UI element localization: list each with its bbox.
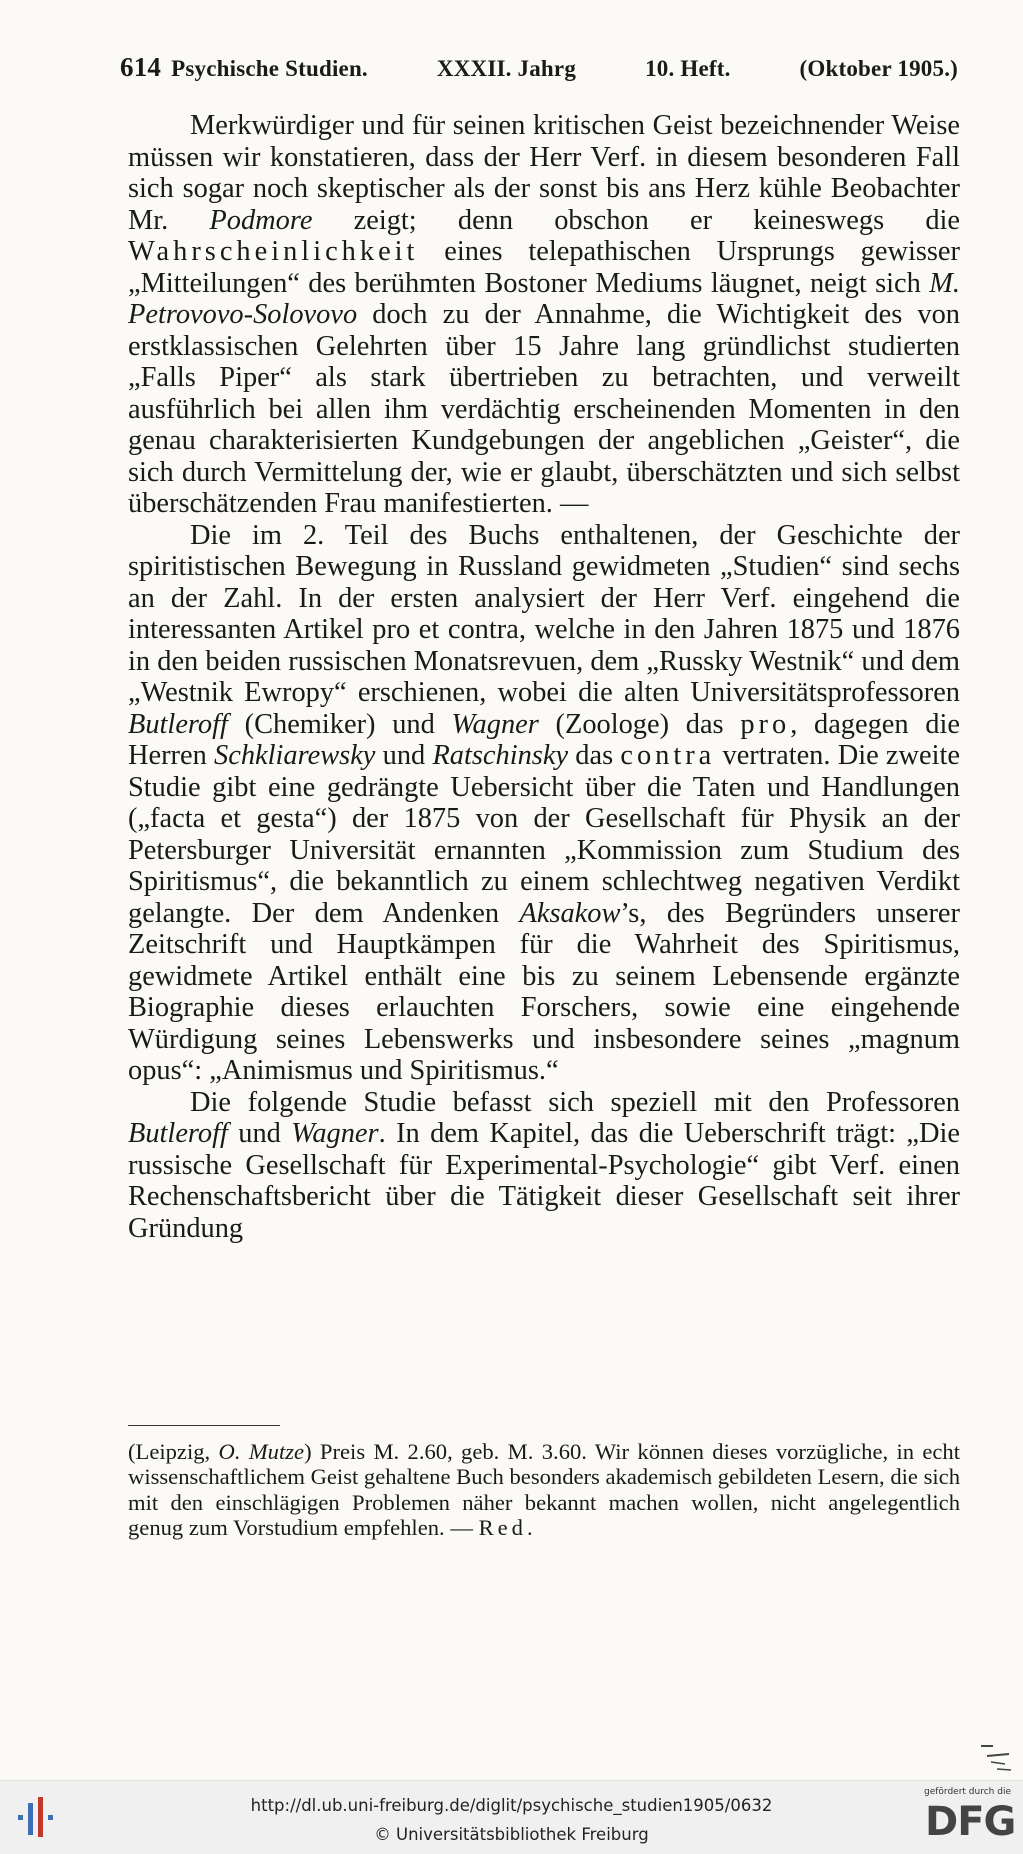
journal-title: Psychische Studien.	[171, 56, 368, 81]
italic-name: Butleroff	[128, 708, 228, 740]
text-run: (Zoologe) das	[538, 708, 741, 740]
page-number: 614	[120, 52, 162, 82]
text-run: Die folgende Studie befasst sich speziell mit den Professoren	[190, 1086, 960, 1118]
spaced-emphasis: contra	[620, 740, 716, 771]
text-run: . In dem Kapitel, das die Ueberschrift trägt: „Die russische Gesellschaft für Experimental-Psychologie“ gibt Verf. einen Rechenschaftsbericht über die Tätigkeit dieser Gesellschaft seit ihrer Gründung	[128, 1118, 960, 1244]
spaced-emphasis: pro	[740, 708, 791, 740]
running-header	[120, 52, 958, 83]
spaced-emphasis: Red.	[478, 1515, 537, 1541]
text-run: und	[227, 1118, 292, 1149]
journal-volume: XXXII. Jahrg	[436, 56, 577, 81]
text-run: und	[375, 740, 433, 771]
dfg-logo-icon	[925, 1799, 1016, 1847]
footnote-text	[128, 1439, 960, 1541]
paragraph-1	[128, 110, 960, 520]
italic-name: Ratschinsky	[432, 740, 569, 771]
permalink-url[interactable]: http://dl.ub.uni-freiburg.de/diglit/psychische_studien1905/0632	[250, 1796, 773, 1815]
italic-name: Aksakow	[519, 897, 621, 929]
paragraph-2	[128, 520, 960, 1087]
main-text	[128, 110, 960, 1244]
text-run: vertraten. Die zweite Studie gibt eine gedrängte Uebersicht über die Taten und Handlungen („facta et gesta“) der 1875 von der Gesellschaft für Physik an der Petersburger Universität ernannten „Kommission zum Studium des Spiritismus“, die bekanntlich zu einem schlechtweg negativen Verdikt gelangte. Der dem Andenken	[128, 740, 960, 929]
italic-name: Wagner	[291, 1118, 379, 1149]
sponsor-note: gefördert durch die	[924, 1787, 1011, 1797]
dfg-logo-text: DFG	[925, 1799, 1016, 1845]
text-run: Die im 2. Teil des Buchs enthaltenen, der Geschichte der spiritistischen Bewegung in Russland gewidmeten „Studien“ sind sechs an der Zahl. In der ersten analysiert der Herr Verf. eingehend die interessanten Artikel pro et contra, welche in den Jahren 1875 und 1876 in den beiden russischen Monatsrevuen, dem „Russky Westnik“ und dem „Westnik Ewropy“ erschienen, wobei die alten Universitätsprofessoren	[128, 519, 960, 708]
text-run: ’s, des Begründers unserer Zeitschrift und Hauptkämpen für die Wahrheit des Spiritismus, gewidmete Artikel enthält eine bis zu seinem Lebensende ergänzte Biographie dieses erlauchten Forschers, sowie eine eingehende Würdigung seines Lebenswerks und insbesondere seines „magnum opus“: „Animismus und Spiritismus.“	[128, 897, 960, 1086]
journal-date: (Oktober 1905.)	[799, 56, 958, 81]
italic-name: Schkliarewsky	[214, 740, 376, 771]
text-run: , dagegen die Herren	[128, 708, 960, 771]
viewer-footer	[0, 1780, 1023, 1854]
text-run: das	[568, 740, 621, 771]
text-run: (Leipzig,	[128, 1439, 219, 1464]
footnote	[128, 1439, 960, 1541]
text-run: eines telepathischen Ursprungs gewisser „Mitteilungen“ des berühmten Bostoner Mediums läugnet, neigt sich	[128, 236, 960, 299]
paragraph-3	[128, 1087, 960, 1245]
text-run: Merkwürdiger und für seinen kritischen Geist bezeichnender Weise müssen wir konstatieren, dass der Herr Verf. in diesem besonderen Fall sich sogar noch skeptischer als der sonst bis ans Herz kühle Beobachter Mr.	[128, 110, 960, 236]
italic-name: Podmore	[209, 204, 313, 236]
italic-name: Butleroff	[128, 1118, 228, 1149]
text-run: doch zu der Annahme, die Wichtigkeit des von erstklassischen Gelehrten über 15 Jahre lang gründlichst studierten „Falls Piper“ als stark übertrieben zu betrachten, und verweilt ausführlich bei allen ihm verdächtig erscheinenden Momenten in den genau charakterisierten Kundgebungen der angeblichen „Geister“, die sich durch Vermittelung der, wie er glaubt, überschätzten und sich selbst überschätzenden Frau manifestierten. —	[128, 299, 960, 519]
scan-marks-icon	[975, 1742, 1015, 1774]
spaced-emphasis: Wahrscheinlichkeit	[128, 236, 419, 267]
copyright-notice: © Universitätsbibliothek Freiburg	[374, 1825, 649, 1844]
running-header-left	[120, 52, 368, 83]
italic-name: Wagner	[451, 708, 539, 740]
journal-issue: 10. Heft.	[645, 56, 731, 81]
footnote-rule	[128, 1425, 280, 1426]
text-run: ) Preis M. 2.60, geb. M. 3.60. Wir können dieses vorzügliche, in echt wissenschaftlichem Geist gehaltene Buch besonders akademisch gebildeten Lesern, die sich mit den einschlägigen Problemen näher bekannt machen wollen, nicht angelegentlich genug zum Vorstudium empfehlen. —	[128, 1439, 961, 1541]
italic-name: O. Mutze	[218, 1439, 305, 1464]
text-run: (Chemiker) und	[227, 708, 452, 740]
italic-name: M. Petrovovo-Solovovo	[128, 267, 960, 330]
text-run: zeigt; denn obschon er keineswegs die	[312, 204, 961, 236]
